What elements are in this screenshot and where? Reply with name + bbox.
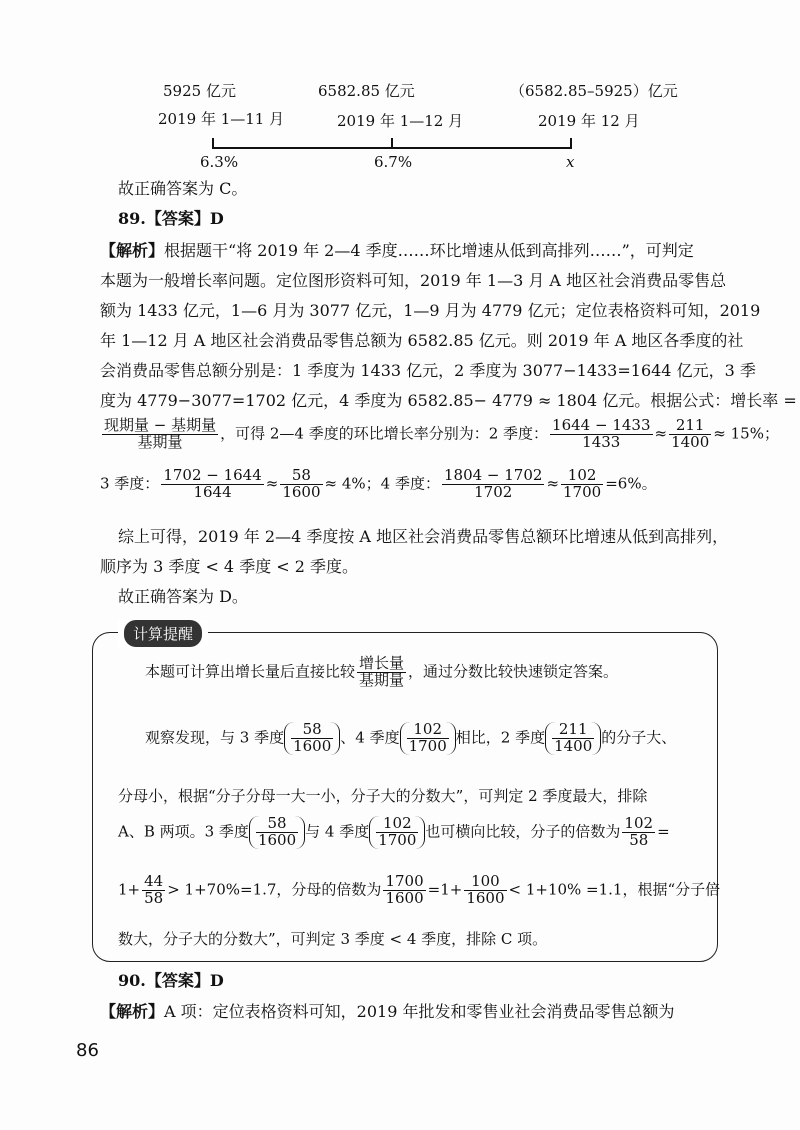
tip-line-6: 数大，分子大的分数大”，可判定 3 季度 < 4 季度，排除 C 项。 [118, 930, 548, 948]
answer-88-conclusion: 故正确答案为 C。 [118, 179, 248, 198]
q3-fraction: $\frac{1702 - 1644}{1644}$ [163, 466, 262, 501]
q89-analysis-label: 【解析】 [100, 241, 165, 260]
q89-para-line-3: 额为 1433 亿元，1—6 月为 3077 亿元，1—9 月为 4779 亿元；定位表格资料可知，2019 [100, 301, 761, 320]
timeline-rate-3: x [566, 153, 575, 171]
q89-para-line-6: 度为 4779−3077=1702 亿元，4 季度为 6582.85− 4779 ≈ 1804 亿元。根据公式：增长率 = [100, 391, 797, 410]
q89-para-line-1 [100, 240, 700, 262]
tip-100-1600-fraction: $\frac{100}{1600}$ [466, 872, 505, 907]
growth-rate-fraction: $\frac{\text{现期量 − 基期量}}{\text{基期量}}$ [104, 416, 217, 451]
q4-fraction: $\frac{1804 - 1702}{1702}$ [443, 466, 543, 501]
q3-simplified-fraction: $\frac{58}{1600}$ [282, 466, 321, 501]
timeline-tick-3 [570, 138, 572, 149]
timeline-rate-1: 6.3% [200, 153, 239, 171]
q89-formula-line: $\frac{\text{现期量 − 基期量}}{\text{基期量}}$ ，可得 2—4 季度的环比增长率分别为：2 季度： $\frac{1644 - 1433}{1433}$ ≈ $\frac{211}{1400}$ ≈ 15%； [104, 416, 779, 451]
q90-para-line-1 [100, 1001, 700, 1023]
tip-line-1: 本题可计算出增长量后直接比较 $\frac{\text{增长量}}{\text{基期量}}$ ，通过分数比较快速锁定答案。 [145, 654, 619, 689]
q89-conclusion: 故正确答案为 D。 [118, 587, 248, 606]
tip-line-4: A、B 两项。3 季度 $\frac{58}{1600}$ 与 4 季度 $\frac{102}{1700}$ 也可横向比较，分子的倍数为 $\frac{102}{58}$ = [118, 814, 670, 849]
q89-formula-line-2: 3 季度： $\frac{1702 - 1644}{1644}$ ≈ $\frac{58}{1600}$ ≈ 4%；4 季度： $\frac{1804 - 1702}{1702}$ ≈ $\frac{102}{1700}$ =6%。 [100, 466, 657, 501]
tip-q4-fraction-2: $\frac{102}{1700}$ [369, 816, 425, 849]
q89-para-line-5: 会消费品零售总额分别是：1 季度为 1433 亿元，2 季度为 3077−1433=1644 亿元，3 季 [100, 361, 756, 380]
tip-numerator-ratio: $\frac{102}{58}$ [624, 814, 654, 849]
tip-denominator-ratio: $\frac{1700}{1600}$ [385, 872, 424, 907]
q89-summary-1: 综上可得，2019 年 2—4 季度按 A 地区社会消费品零售总额环比增速从低到高排列， [118, 527, 729, 546]
tip-q2-fraction: $\frac{211}{1400}$ [545, 722, 601, 755]
q90-para-text: A 项：定位表格资料可知，2019 年批发和零售业社会消费品零售总额为 [164, 1002, 675, 1021]
tip-line-2: 观察发现，与 3 季度 $\frac{58}{1600}$ 、4 季度 $\frac{102}{1700}$ 相比，2 季度 $\frac{211}{1400}$ 的分子大、 [145, 720, 677, 755]
timeline-value-2: 6582.85 亿元 [318, 82, 415, 100]
q2-fraction: $\frac{1644 - 1433}{1433}$ [552, 416, 651, 451]
timeline-value-1: 5925 亿元 [163, 82, 236, 100]
q89-para-line-2: 本题为一般增长率问题。定位图形资料可知，2019 年 1—3 月 A 地区社会消费品零售总 [100, 271, 727, 290]
timeline-period-1: 2019 年 1—11 月 [158, 110, 285, 128]
tip-increment-fraction: $\frac{\text{增长量}}{\text{基期量}}$ [359, 654, 405, 689]
tip-line-5: 1+ $\frac{44}{58}$ > 1+70%=1.7，分母的倍数为 $\frac{1700}{1600}$ =1+ $\frac{100}{1600}$ < 1+10% =1.1，根据“分子倍 [118, 872, 721, 907]
timeline-rate-2: 6.7% [374, 153, 413, 171]
page-number: 86 [76, 1040, 99, 1061]
q89-summary-2: 顺序为 3 季度 < 4 季度 < 2 季度。 [100, 557, 359, 576]
calculation-tip-tag: 计算提醒 [118, 620, 208, 647]
q89-heading: 89.【答案】D [118, 209, 224, 228]
timeline-tick-2 [391, 138, 393, 149]
timeline-period-3: 2019 年 12 月 [538, 112, 640, 130]
tip-q3-fraction: $\frac{58}{1600}$ [284, 722, 340, 755]
q89-para-text-1: 根据题干“将 2019 年 2—4 季度……环比增速从低到高排列……”，可判定 [164, 241, 694, 260]
q2-simplified-fraction: $\frac{211}{1400}$ [671, 416, 710, 451]
q89-para-line-4: 年 1—12 月 A 地区社会消费品零售总额为 6582.85 亿元。则 2019 年 A 地区各季度的社 [100, 331, 744, 350]
timeline-tick-1 [212, 138, 214, 149]
timeline-value-3: （6582.85–5925）亿元 [510, 82, 678, 100]
q90-analysis-label: 【解析】 [100, 1002, 165, 1021]
tip-44-58-fraction: $\frac{44}{58}$ [144, 872, 164, 907]
q90-heading: 90.【答案】D [118, 971, 224, 990]
tip-q4-fraction: $\frac{102}{1700}$ [400, 722, 456, 755]
timeline-period-2: 2019 年 1—12 月 [337, 112, 464, 130]
tip-q3-fraction-2: $\frac{58}{1600}$ [249, 816, 305, 849]
tip-line-3: 分母小，根据“分子分母一大一小，分子大的分数大”，可判定 2 季度最大，排除 [118, 787, 648, 805]
q4-simplified-fraction: $\frac{102}{1700}$ [563, 466, 602, 501]
